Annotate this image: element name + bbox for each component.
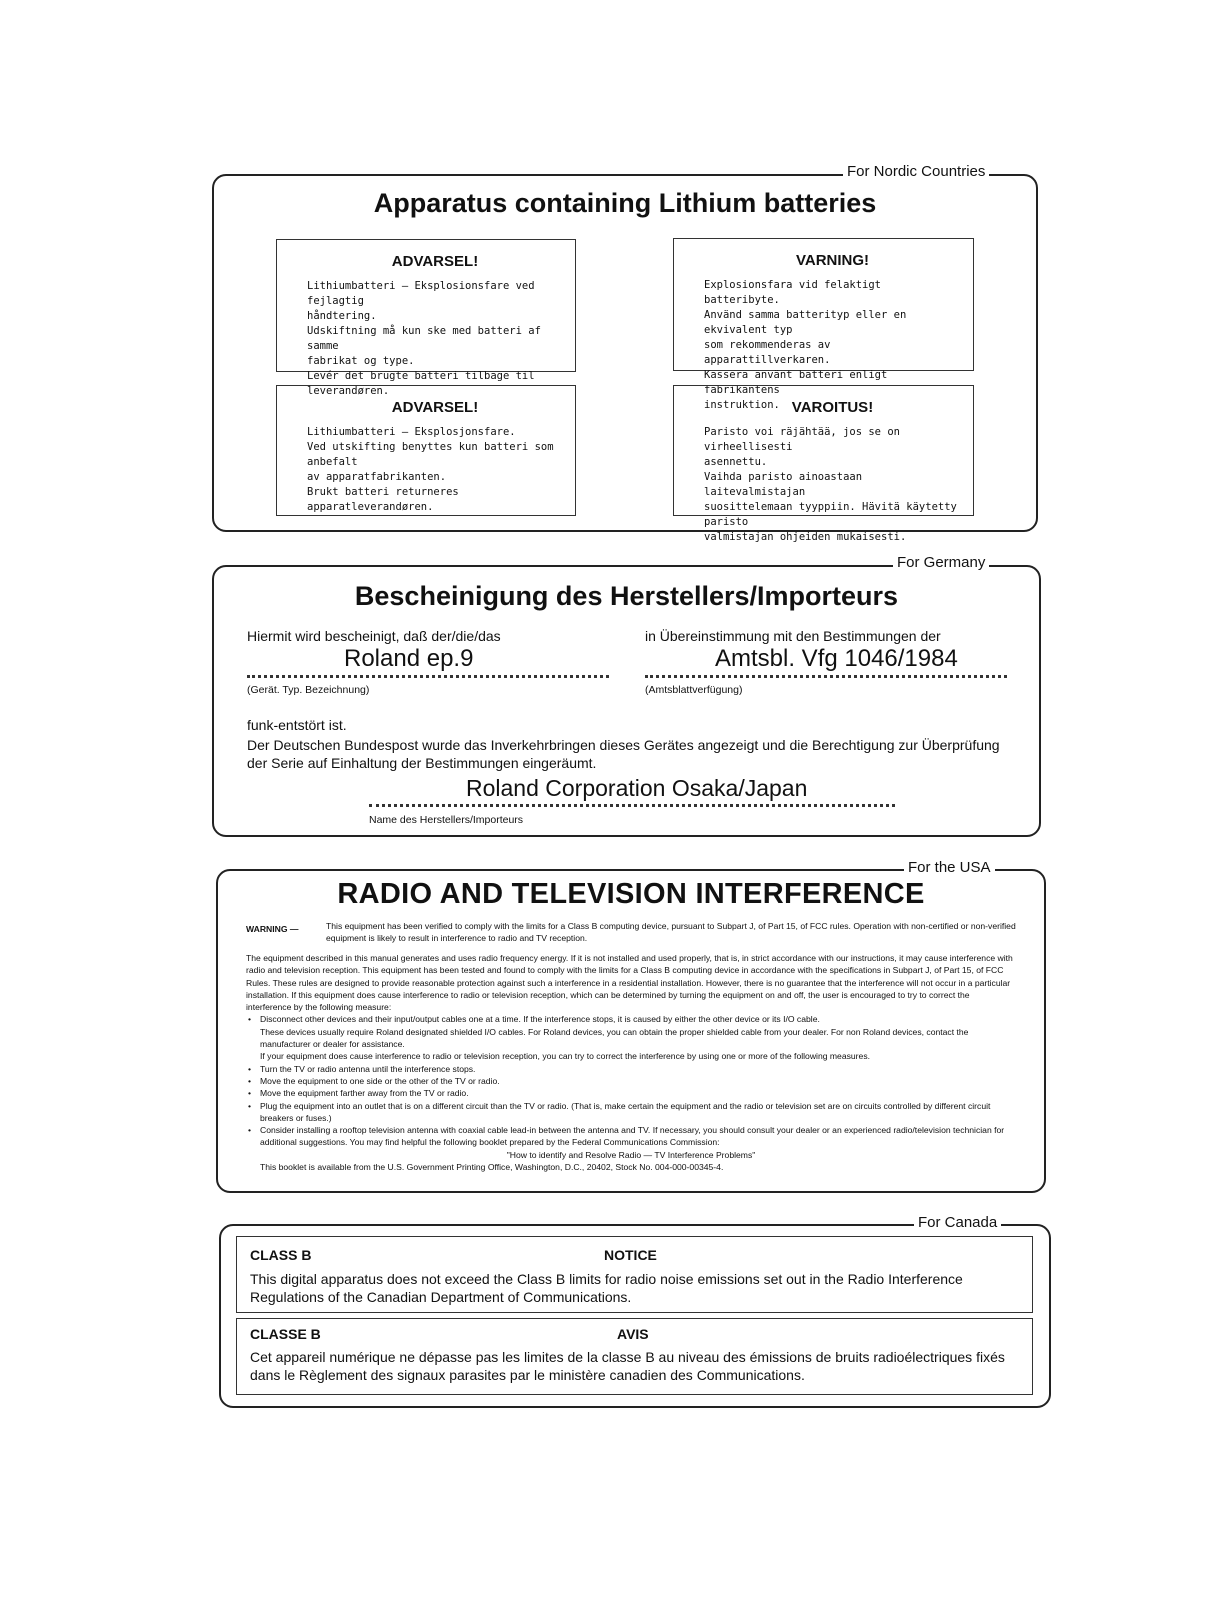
finnish-warning-line: valmistajan ohjeiden mukaisesti. bbox=[704, 531, 907, 543]
danish-warning-box bbox=[276, 239, 576, 397]
regulation-dotted-line bbox=[645, 675, 1007, 678]
finnish-warning-line: Paristo voi räjähtää, jos se on virheellisesti bbox=[704, 426, 900, 453]
norwegian-warning-line: Lithiumbatteri – Eksplosjonsfare. bbox=[307, 426, 516, 438]
device-name: Roland ep.9 bbox=[344, 645, 474, 672]
danish-warning-line: håndtering. bbox=[307, 310, 377, 322]
nordic-title: Apparatus containing Lithium batteries bbox=[373, 188, 877, 218]
english-class-label: CLASS B bbox=[250, 1247, 312, 1263]
manufacturer-caption: Name des Herstellers/Importeurs bbox=[369, 814, 524, 826]
manufacturer-dotted-line bbox=[369, 804, 895, 807]
fcc-measure-item: • Consider installing a rooftop television antenna with coaxial cable lead-in between the antenna and TV. If necessary, you should consult your dealer or an experienced radio/television technician for additional suggestions. You may find helpful the following booklet prepared by the Federal Communications Commission: bbox=[246, 1124, 1016, 1149]
swedish-warning-line: instruktion. bbox=[704, 399, 780, 411]
danish-warning-line: fabrikat og type. bbox=[307, 355, 415, 367]
fcc-shielded-cable-note: These devices usually require Roland designated shielded I/O cables. For Roland devices, you can obtain the proper shielded cable from your dealer. For non Roland devices, contact the manufacturer or dealer for assistance. bbox=[260, 1026, 969, 1050]
finnish-warning-line: Vaihda paristo ainoastaan laitevalmistajan bbox=[704, 471, 863, 498]
danish-warning-line: Udskiftning må kun ske med batteri af samme bbox=[307, 325, 541, 352]
usa-region-label: For the USA bbox=[904, 859, 995, 877]
canada-english-notice-box bbox=[236, 1236, 1033, 1313]
fcc-measure-item: • Move the equipment to one side or the other of the TV or radio. bbox=[246, 1075, 1016, 1087]
fcc-main-paragraph bbox=[246, 952, 1016, 1173]
norwegian-warning-line: Brukt batteri returneres apparatleverandøren. bbox=[307, 486, 459, 513]
fcc-measure-item: • Turn the TV or radio antenna until the interference stops. bbox=[246, 1063, 1016, 1075]
finnish-warning-title: VAROITUS! bbox=[791, 399, 874, 416]
french-notice-text: Cet appareil numérique ne dépasse pas les limites de la classe B au niveau des émissions de bruits radioélectriques fixés dans le Règlement des signaux parasites par le ministère canadien des Communications. bbox=[250, 1349, 1005, 1383]
fcc-warning-text: This equipment has been verified to comply with the limits for a Class B computing device, pursuant to Subpart J, of Part 15, of FCC rules. Operation with non-certified or non-verified equipment is likely to result in interference to radio and TV reception. bbox=[326, 921, 1016, 944]
canada-french-notice-box bbox=[236, 1318, 1033, 1395]
germany-region-label: For Germany bbox=[893, 554, 989, 572]
fcc-further-measures-note: If your equipment does cause interference to radio or television reception, you can try to correct the interference by using one or more of the following measures. bbox=[260, 1051, 871, 1062]
fcc-booklet-availability: This booklet is available from the U.S. Government Printing Office, Washington, D.C., 20402, Stock No. 004-000-00345-4. bbox=[260, 1162, 724, 1173]
finnish-warning-line: asennettu. bbox=[704, 456, 768, 468]
fcc-paragraph-text: The equipment described in this manual generates and uses radio frequency energy. If it is not installed and used properly, that is, in strict accordance with our instructions, it may cause interference with radio and television reception. This equipment has been tested and found to comply with the limits for a Class B computing device in accordance with the specifications in Subpart J, of Part 15, of FCC Rules. These rules are designed to provide reasonable protection against such a interference in a residential installation. However, there is no guarantee that the interference will not occur in a particular installation. If this equipment does cause interference to radio or television reception, which can be determined by turning the equipment on and off, the user is encouraged to try to correct the interference by the following measure: bbox=[246, 953, 1013, 1013]
french-notice-label: AVIS bbox=[617, 1326, 649, 1342]
manufacturer-name: Roland Corporation Osaka/Japan bbox=[466, 775, 808, 801]
germany-title: Bescheinigung des Herstellers/Importeurs bbox=[354, 581, 899, 611]
usa-title: RADIO AND TELEVISION INTERFERENCE bbox=[337, 878, 925, 910]
french-class-label: CLASSE B bbox=[250, 1326, 321, 1342]
device-name-dotted-line bbox=[247, 675, 609, 678]
bundespost-statement: Der Deutschen Bundespost wurde das Inverkehrbringen dieses Gerätes angezeigt und die Berechtigung zur Überprüfung der Serie auf Einhaltung der Bestimmungen eingeräumt. bbox=[247, 737, 1000, 771]
certification-intro: Hiermit wird bescheinigt, daß der/die/das bbox=[247, 628, 501, 644]
swedish-warning-line: som rekommenderas av apparattillverkaren. bbox=[704, 339, 831, 366]
norwegian-warning-title: ADVARSEL! bbox=[391, 399, 479, 416]
fcc-measure-item: • Plug the equipment into an outlet that is on a different circuit than the TV or radio. (That is, make certain the equipment and the radio or television set are on circuits controlled by different circuit breakers or fuses.) bbox=[246, 1100, 1016, 1125]
norwegian-warning-line: av apparatfabrikanten. bbox=[307, 471, 447, 483]
finnish-warning-line: suosittelemaan tyyppiin. Hävitä käytetty paristo bbox=[704, 501, 957, 528]
fcc-measure-item bbox=[246, 1013, 1016, 1062]
regulation-caption: (Amtsblattverfügung) bbox=[645, 684, 743, 696]
danish-warning-line: Lithiumbatteri – Eksplosionsfare ved fejlagtig bbox=[307, 280, 535, 307]
finnish-warning-box bbox=[673, 385, 974, 543]
norwegian-warning-line: Ved utskifting benyttes kun batteri som anbefalt bbox=[307, 441, 554, 468]
fcc-measure-text: • Disconnect other devices and their input/output cables one at a time. If the interference stops, it is caused by either the other device or its I/O cable. bbox=[260, 1014, 820, 1025]
fcc-measure-item: • Move the equipment farther away from the TV or radio. bbox=[246, 1087, 1016, 1099]
danish-warning-title: ADVARSEL! bbox=[391, 253, 479, 270]
english-notice-text: This digital apparatus does not exceed the Class B limits for radio noise emissions set out in the Radio Interference Regulations of the Canadian Department of Communications. bbox=[250, 1271, 963, 1305]
nordic-region-label: For Nordic Countries bbox=[843, 163, 989, 181]
device-name-caption: (Gerät. Typ. Bezeichnung) bbox=[247, 684, 370, 696]
danish-warning-line: Levér det brugte batteri tilbage til leverandøren. bbox=[307, 370, 535, 397]
english-notice-label: NOTICE bbox=[604, 1247, 657, 1263]
swedish-warning-line: Explosionsfara vid felaktigt batteribyte. bbox=[704, 279, 882, 306]
fcc-booklet-title: "How to identify and Resolve Radio — TV Interference Problems" bbox=[506, 1149, 756, 1160]
swedish-warning-title: VARNING! bbox=[795, 252, 870, 269]
fcc-warning-label: WARNING — bbox=[246, 924, 299, 934]
interference-suppressed-text: funk-entstört ist. bbox=[247, 717, 347, 733]
canada-region-label: For Canada bbox=[914, 1214, 1001, 1232]
regulation-intro: in Übereinstimmung mit den Bestimmungen der bbox=[645, 628, 941, 644]
norwegian-warning-box bbox=[276, 385, 576, 516]
regulation-name: Amtsbl. Vfg 1046/1984 bbox=[715, 645, 958, 672]
swedish-warning-line: Kassera använt batteri enligt fabrikantens bbox=[704, 369, 888, 396]
swedish-warning-line: Använd samma batterityp eller en ekvivalent typ bbox=[704, 309, 907, 336]
